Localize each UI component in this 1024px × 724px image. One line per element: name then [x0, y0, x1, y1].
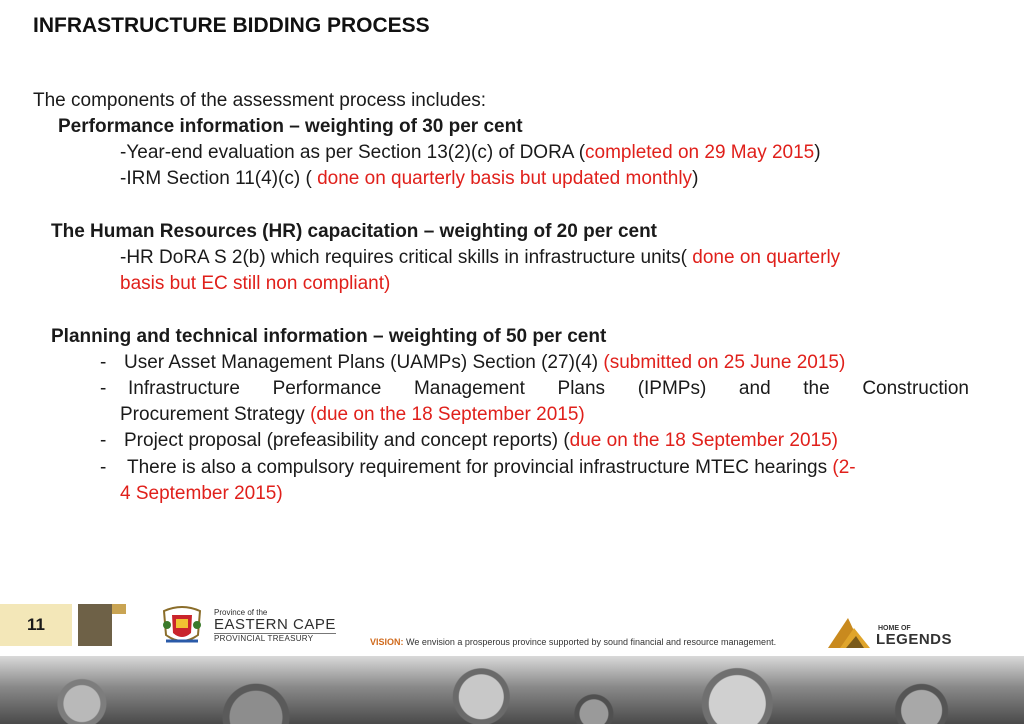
section1-item2	[120, 166, 698, 192]
section3-item2-line2	[120, 402, 585, 428]
section3-item3-text: Project proposal (prefeasibility and concept reports) (	[124, 430, 570, 451]
section3-heading: Planning and technical information – weighting of 50 per cent	[51, 326, 607, 347]
section3-item3-note: due on the 18 September 2015)	[569, 430, 838, 451]
section3-item1	[124, 350, 845, 376]
section1-item2-note: done on quarterly basis but updated monthly	[317, 168, 693, 189]
section3-item3	[124, 428, 838, 454]
logo-line-treasury: PROVINCIAL TREASURY	[214, 633, 336, 644]
section2-item1-note-b: basis but EC still non compliant)	[120, 273, 391, 294]
gears-banner-image	[0, 656, 1024, 724]
section1-item2-close: )	[692, 168, 699, 189]
section3-item4-dash: -	[100, 457, 107, 478]
footer-accent-strip	[112, 604, 126, 614]
page-number: 11	[0, 604, 72, 646]
section3-item4-note-a: (2-	[832, 457, 856, 478]
section3-item2-text-b: Procurement Strategy	[120, 404, 311, 425]
section3-item2-note: (due on the 18 September 2015)	[310, 404, 585, 425]
section2-item1-note-a: done on quarterly	[692, 247, 841, 268]
section3-item4-note-b: 4 September 2015)	[120, 483, 283, 504]
section3-item2-line1: Infrastructure Performance Management Plans (IPMPs) and the Construction	[128, 378, 969, 399]
section1-item1-close: )	[814, 142, 821, 163]
section3-item3-dash: -	[100, 430, 107, 451]
section3-item2-dash: -	[100, 378, 107, 399]
logo-line-province: Province of the	[214, 608, 268, 617]
footer-accent-block	[78, 604, 112, 646]
treasury-logo	[214, 608, 336, 644]
intro-text: The components of the assessment process includes:	[33, 90, 487, 111]
legends-home-of: HOME OF	[878, 625, 911, 632]
section1-item2-text: -IRM Section 11(4)(c) (	[120, 168, 318, 189]
section1-heading: Performance information – weighting of 30 per cent	[58, 116, 523, 137]
section1-item1	[120, 140, 821, 166]
vision-statement	[370, 637, 776, 647]
vision-label: VISION:	[370, 637, 404, 647]
section1-item1-text: -Year-end evaluation as per Section 13(2)(c) of DORA (	[120, 142, 586, 163]
section3-item1-dash: -	[100, 352, 107, 373]
section3-item1-text: User Asset Management Plans (UAMPs) Section (27)(4)	[124, 352, 604, 373]
section3-item4-line1	[127, 455, 856, 481]
legends-wordmark: LEGENDS	[876, 631, 953, 648]
section3-item1-note: (submitted on 25 June 2015)	[603, 352, 846, 373]
logo-line-eastern-cape: EASTERN CAPE	[214, 616, 336, 633]
section2-heading: The Human Resources (HR) capacitation – weighting of 20 per cent	[51, 221, 658, 242]
section2-item1-line1	[120, 245, 840, 271]
coat-of-arms-icon	[158, 605, 206, 647]
vision-text: We envision a prosperous province supported by sound financial and resource management.	[403, 637, 777, 647]
section1-item1-note: completed on 29 May 2015	[585, 142, 815, 163]
section2-item1-text: -HR DoRA S 2(b) which requires critical skills in infrastructure units(	[120, 247, 693, 268]
section3-item4-text: There is also a compulsory requirement for provincial infrastructure MTEC hearings	[127, 457, 833, 478]
page-title: INFRASTRUCTURE BIDDING PROCESS	[33, 14, 430, 37]
